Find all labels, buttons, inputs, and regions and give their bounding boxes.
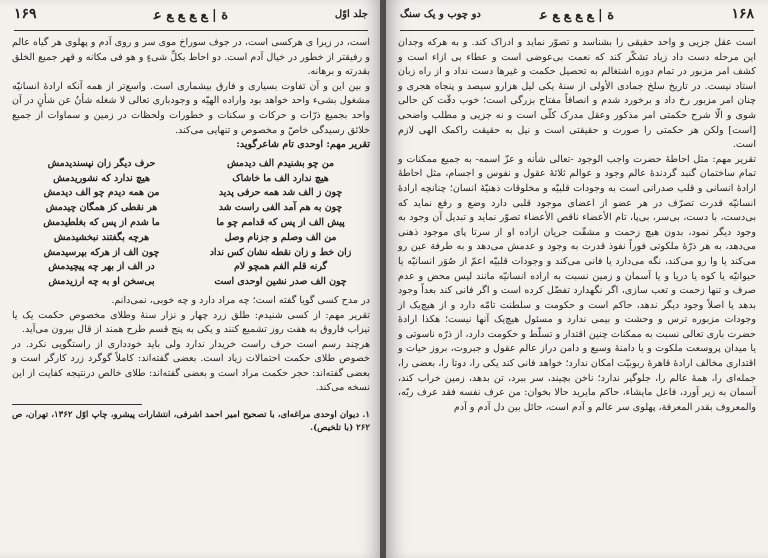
right-page-header — [400, 6, 754, 32]
paragraph: تقریر مهم: از کسی شنیدم: طلق زرد چهار و نزار سنهٔ وطلای مخصوص حکمت یک یا نیزاب فاروق به هفت روز تشمیع کنند و یکی به پنج قسم طرح همند از قال بیرون می‌آید. — [12, 309, 370, 336]
verse-hemistich: زان خط و زان نقطه نشان کس نداد — [209, 246, 352, 258]
page-number: ۱۶۸ — [731, 6, 754, 22]
verse-hemistich: هرچه بگفتند نبخشیدمش — [53, 231, 150, 243]
paragraph: هرچند رسم است حرف راست خریدار ندارد ولی باید خودداری از راستگویی نکرد. در خصوص طلای حکمت احتمالات زیاد است. بعضی گفته‌اند: کاملاً گوگرد زرد کارگر است و بعضی گفته‌اند: حجر حکمت مراد است و بعضی گفته‌اند: طلای خالص درنتیجه کفایت از این نسخه می‌کند. — [12, 338, 370, 394]
verse-hemistich: چون الف از هرکه بپرسیدمش — [43, 246, 160, 258]
paragraph: است عقل جزیی و واحد حقیقی را بشناسد و تصوّر نماید و ادراک کند. و به هرکه وجدان این مرحله دست داد زیاد تشکّر کند که نعمت بی‌عوضی است و عطاء بی ازاء است و کشف امر مزبور در تمام دوره اشتغالم به تحصیل حکمت و غیرها دست نداد و از راه زبان استاد نیست. در تاریخ سلخ جمادی الأولی از سنهٔ یکی لیل هزارو سیصد و پنجاه هجری و چنان امر مزبور رخ داد و برخورد شدم و انصافاً مفتاح بزرگی است؛ خوب دقّت کن حالی شوی و الّا شرح حکمتی امر مذکور وعقل مدرک کلّی است و نه جزیی و مطلب واضحی [است] ولکن هر حکمتی را صورت و حقیقتی است و نیل به حقیقت راکمک الهی لازم است. — [398, 37, 756, 151]
verse-hemistich: گرنه قلم الفم همچو لام — [233, 261, 327, 273]
header-ornament: ﺓ | ﻊ ﻊ ﻊ ﻊ ﻋ — [539, 8, 615, 23]
right-page — [386, 0, 768, 558]
verse-hemistich: من الف وصلم و جزنام وصل — [224, 231, 337, 243]
verse-hemistich: حرف دیگر زان نپسندیدمش — [47, 157, 156, 169]
paragraph: تقریر مهم: مثل احاطهٔ حضرت واجب الوجود -تعالی شأنه و عزّ اسمه- به جمیع ممکنات و تمام ساختمان گنبد گردندهٔ عالم وجود و عوالم ثلاثهٔ عقول و نفوس و اجسام، مثل احاطهٔ ارادهٔ انسانی و قلب صدرانی است به وجودات قلبیّه و مخلوقات ذهنیّهٔ انسان؛ چنانچه ارادهٔ انسانیّه قدرت تصرّف در هر عضو از اعضای موجود قلبی دارد وضع و رفع نماید که بی‌دست، با دست، بی‌سر، بی‌پا، تام الأعضاء ناقص الأعضاء تصوّر نماید و تبدیل آن وجود به وجود دیگر نمود، بدون هیچ زحمت و مشقّت جریان اراده او از سرتا پای موجود ذهنی می‌دهد، به هر ذرّهٔ ملکوتی فوراً نفوذ قدرت به وجود و عدمش می‌دهد و به طرفة عین رو می‌کند یا وا رو می‌کند، نگه می‌دارد یا فانی می‌کند و وجودات قلبیّه اعمّ از صُوَر انسانیّه یا حیوانیّه یا کوه یا دریا و یا آسمان و زمین نسبت به اراده انسانیّه مانند لیس محض و عدم صرف و تنها زحمت و تعب سازی، اگر نگهدارد تفضّل کرده است و اگر فانی کند بعداً وجود بدهد یا اصلاً وجود دیگر ندهد، حاکم است و حکومت و سلطنت تامّه دارد و از هیچ‌یک از وجودات مزبوره ترس و وحشت و بیمی ندارد و مسئول هیچ‌یک آنها نیست؛ هکذا ارادهٔ حضرت باری تعالی نسبت به ممکنات چنین اقتدار و تسلّط و حکومت دارد، از ذرّه ناسوتی و یا میدان پروسعت ملکوت و یا دامنهٔ وسیع و دامن دراز عالم عقول و جبروت، بروز حیات و اقتداری مخالف ارادهٔ قاهرهٔ ربوبیّت امکان ندارد؛ خواهد فانی کند یکی را، دوتا را، بعضی را، جمله‌ای را، همهٔ عالم را، جلوگیر ندارد؛ ناخن بچیند، سر ببرد، تن بدهد، زمین خراب کند، آسمان به زیر آورد، فاعل مایشاء، حاکم مایرید حالا بخوان: من عرف نفسه فقد عرف ربّه، والمعروف بقدر المعرفة، پهلوی سر عالم و آدم است، حائل بین دل آدم و آدم — [398, 153, 756, 413]
footnote-rule — [12, 404, 142, 405]
verse-hemistich: بی‌سخن او به چه ارزیدمش — [48, 276, 155, 288]
right-page-body — [398, 36, 756, 415]
paragraph: در مدح کسی گویا گفته است؛ چه مراد دارد و چه خوبی، نمی‌دانم. — [111, 294, 370, 306]
verse-hemistich: هیچ ندارد الف ما خاشاک — [232, 172, 329, 184]
poem — [18, 157, 364, 290]
page-number: ۱۶۹ — [14, 6, 37, 22]
verse-hemistich: در الف از بهر چه پیچیدمش — [48, 261, 155, 273]
left-page-header — [14, 6, 368, 32]
verse-hemistich: من چو بشنیدم الف دیدمش — [226, 157, 335, 169]
verse-hemistich: هیچ ندارد که نشوریدمش — [53, 172, 150, 184]
verse-hemistich: هر نقطی کز همگان چیدمش — [45, 202, 158, 214]
verse-hemistich: من همه دیدم چو الف دیدمش — [43, 187, 160, 199]
header-rule — [400, 30, 754, 31]
verse-hemistich: چون ز الف شد همه حرفی پدید — [218, 187, 343, 199]
paragraph: و بین این و آن تفاوت بسیاری و فارق بیشماری است. واسع‌تر از همه آنکه ارادهٔ انسانیّه مشغول بشیء واحد خواهد بود واراده الهیّه و وجودباری تعالی لا شغله شأنٌ عن شأنٍ در آن واحد بجمیع ذرّات و حرکات و سکنات و خطورات ولحظات در زمین و سماوات از جمیع خلائق رسیدگی خاصّ و مخصوص و تنهایی می‌کند. — [12, 80, 370, 136]
left-page-body — [12, 36, 370, 434]
footnote: ۱. دیوان اوحدی مراغه‌ای، با تصحیح امیر احمد اشرفی، انتشارات پیشرو، چاپ اوّل ۱۳۶۲، تهران، ص ۲۶۲ (با تلخیص). — [12, 410, 370, 433]
paragraph: است، در زیرا ی هرکسی است، در جوف سوراخ موی سر و روی آدم و پهلوی هر گیاه عالم و رفیقتر از خطور در خیال آدم است. دو احاط بکلِّ شیءٍ و هو فی مکانه و قهر جمیع الخلق بقدرته و برهانه. — [12, 37, 370, 78]
header-ornament: ﺓ | ﻊ ﻊ ﻊ ﻊ ﻋ — [153, 8, 229, 23]
header-rule — [14, 30, 368, 31]
paragraph: تقریر مهم: اوحدی تام شاعرگوید: — [236, 139, 370, 151]
running-head: دو چوب و یک سنگ — [400, 9, 481, 20]
verse-hemistich: چون به هم آمد الفی راست شد — [218, 202, 343, 214]
left-page — [0, 0, 382, 558]
verse-hemistich: پیش الف از پس که قدامم چو ما — [216, 216, 345, 228]
verse-hemistich: ما شدم از پس که بغلطیدمش — [43, 216, 160, 228]
verse-hemistich: چون الف صدر نشین اوحدی است — [214, 276, 347, 288]
running-head: جلد اوّل — [334, 9, 368, 20]
